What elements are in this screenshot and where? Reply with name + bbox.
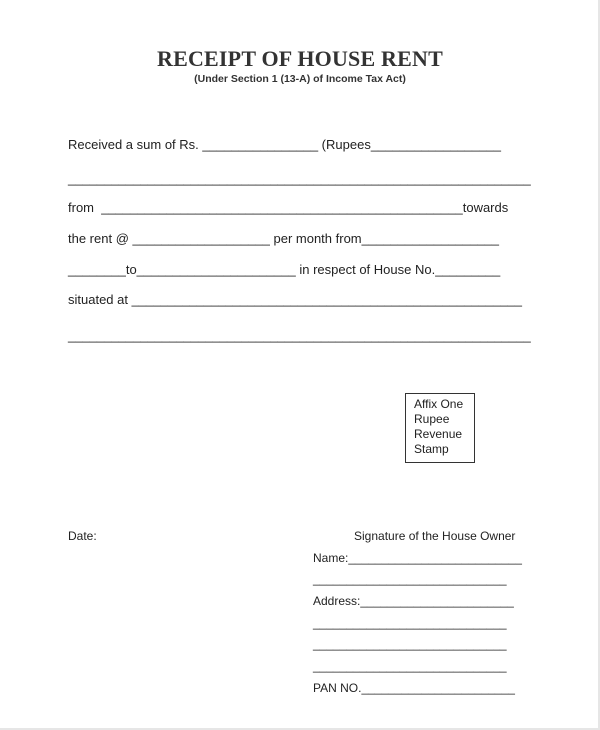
- owner-blank-line: _____________________________: [313, 572, 507, 586]
- stamp-text-line: Rupee: [414, 412, 450, 426]
- owner-name-line: Name:__________________________: [313, 551, 522, 565]
- rupees-continuation-line: ________________________________________________________________: [68, 171, 531, 186]
- received-sum-line: Received a sum of Rs. ________________ (Rupees__________________: [68, 137, 501, 152]
- period-house-no-line: ________to______________________ in respect of House No._________: [68, 262, 501, 277]
- owner-address-line: Address:_______________________: [313, 594, 514, 608]
- address-continuation-line: ________________________________________________________________: [68, 328, 531, 343]
- owner-blank-line: _____________________________: [313, 616, 507, 630]
- owner-blank-line: _____________________________: [313, 637, 507, 651]
- stamp-text-line: Revenue: [414, 427, 463, 441]
- signature-label: Signature of the House Owner: [354, 529, 516, 543]
- stamp-text-line: Stamp: [414, 442, 449, 456]
- owner-pan-line: PAN NO._______________________: [313, 681, 515, 695]
- page-subtitle: (Under Section 1 (13-A) of Income Tax Act): [194, 73, 406, 85]
- page-title: RECEIPT OF HOUSE RENT: [157, 46, 443, 71]
- rent-per-month-line: the rent @ ___________________ per month from___________________: [68, 231, 499, 246]
- owner-blank-line: _____________________________: [313, 659, 507, 673]
- from-towards-line: from __________________________________________________towards: [68, 200, 509, 215]
- date-label: Date:: [68, 529, 97, 543]
- stamp-text-line: Affix One: [414, 397, 464, 411]
- revenue-stamp-box: [405, 393, 475, 463]
- situated-at-line: situated at ______________________________________________________: [68, 292, 523, 307]
